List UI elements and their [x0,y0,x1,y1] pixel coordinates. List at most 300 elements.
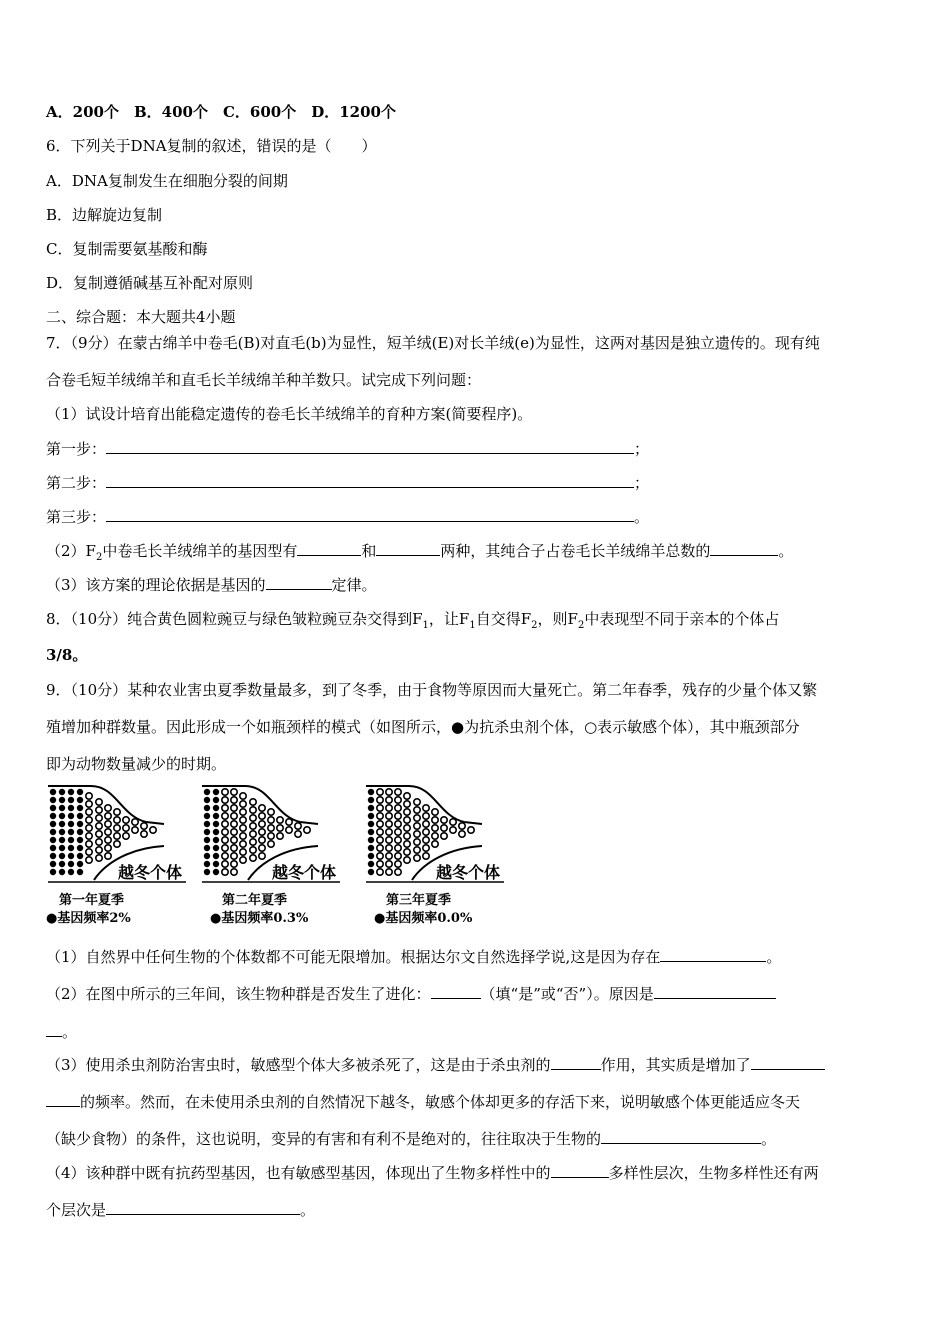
q8-sub-2b: 2 [577,620,585,631]
resistant-dot [77,869,83,875]
q7-part3 [46,574,377,595]
resistant-dot [77,821,83,827]
levels-blank[interactable] [106,1199,300,1215]
q9-part2 [46,983,776,1004]
sensitive-dot [395,853,401,859]
resistant-dot [68,845,74,851]
sensitive-dot [377,861,383,867]
q9-p4-period: 。 [300,1201,316,1219]
overwinter-label-1: 越冬个体 [118,863,183,882]
sensitive-dot [404,849,410,855]
sensitive-dot [222,869,228,875]
sensitive-dot [395,845,401,851]
sensitive-dot [295,831,301,837]
sensitive-dot [286,827,292,833]
sensitive-dot [222,853,228,859]
sensitive-dot [268,841,274,847]
sensitive-dot [114,809,120,815]
sensitive-dot [240,857,246,863]
step3-period: 。 [634,508,650,526]
resistant-dot [50,813,56,819]
q9-p4-text3: 个层次是 [46,1201,107,1219]
resistant-dot [204,789,210,795]
q7-p2-period: 。 [778,542,794,560]
resistant-dot [213,829,219,835]
q9-p2-period: 。 [62,1023,78,1041]
q7-p3-text: （3）该方案的理论依据是基因的 [46,576,266,594]
sensitive-dot [432,825,438,831]
q7-part2 [46,540,793,561]
sensitive-dot [222,797,228,803]
resistant-dot [77,845,83,851]
sensitive-dot [150,827,156,833]
bottleneck-figure-2 [200,782,350,926]
q8-sub-2a: 2 [531,620,538,631]
resistant-dot [59,845,65,851]
resistant-dot [68,869,74,875]
sensitive-dot [240,817,246,823]
sensitive-dot [395,813,401,819]
resistant-dot [59,789,65,795]
sensitive-dot [222,821,228,827]
sensitive-dot [231,813,237,819]
sensitive-dot [404,817,410,823]
sensitive-dot [395,837,401,843]
sensitive-dot [231,837,237,843]
resistant-dot [68,821,74,827]
sensitive-dot [395,789,401,795]
resistant-dot [204,869,210,875]
sensitive-dot [240,841,246,847]
sensitive-dot [259,837,265,843]
resistant-dot [59,853,65,859]
sensitive-dot [414,847,420,853]
resistant-dot [213,797,219,803]
sensitive-dot [414,799,420,805]
sensitive-dot [450,819,456,825]
resistant-dot [204,837,210,843]
resistant-dot [50,829,56,835]
resistant-dot [204,853,210,859]
sensitive-dot [386,853,392,859]
step3-blank[interactable] [106,506,634,522]
sensitive-dot [423,821,429,827]
q7-stem-line1: 7．（9分）在蒙古绵羊中卷毛(B)对直毛(b)为显性，短羊绒(E)对长羊绒(e)为显性，这两对基因是独立遗传的。现有纯 [46,334,820,352]
q9-part2-cont [46,1021,77,1042]
q8-text-b: ，让F [428,610,470,628]
sensitive-dot [105,821,111,827]
resistant-dot [213,805,219,811]
resistant-dot [213,861,219,867]
evolution-blank[interactable] [431,983,481,999]
sensitive-dot [96,839,102,845]
resistant-dot [213,837,219,843]
reason-blank[interactable] [654,983,776,999]
selection-blank[interactable] [551,1054,601,1070]
freq-label-2: ●基因频率0.3% [210,911,309,926]
sensitive-dot [86,801,92,807]
resistant-dot [204,861,210,867]
resistant-dot [50,861,56,867]
sensitive-dot [105,845,111,851]
q9-p2-text: （2）在图中所示的三年间，该生物种群是否发生了进化： [46,985,431,1003]
sensitive-dot [377,789,383,795]
sensitive-dot [250,815,256,821]
resistant-dot [68,829,74,835]
sensitive-dot [96,831,102,837]
q6-option-c: C．复制需要氨基酸和酶 [46,240,208,258]
q8-text-e: 中表现型不同于亲本的个体占 [584,610,780,628]
sensitive-dot [123,825,129,831]
diversity-blank[interactable] [551,1162,609,1178]
resistant-dot [68,861,74,867]
resistant-dot [204,845,210,851]
resistant-dot [68,813,74,819]
q9-part3-line3 [46,1128,776,1149]
resistant-dot [50,797,56,803]
sensitive-dot [432,809,438,815]
resistant-dot [204,797,210,803]
resistant-dot [50,845,56,851]
resistant-dot [204,813,210,819]
sensitive-dot [377,837,383,843]
resistant-dot [77,837,83,843]
sensitive-dot [240,793,246,799]
sensitive-dot [105,813,111,819]
q7-step2 [46,472,649,493]
sensitive-dot [414,823,420,829]
sensitive-dot [96,807,102,813]
sensitive-dot [386,837,392,843]
sensitive-dot [423,853,429,859]
q9-p4-text2: 多样性层次，生物多样性还有两 [608,1164,819,1182]
resistant-dot [50,789,56,795]
q7-p2-text: （2）F [46,542,96,560]
sensitive-dot [96,855,102,861]
sensitive-dot [423,813,429,819]
freq-label-3: ●基因频率0.0% [374,911,473,926]
bottleneck-figure-3 [364,782,514,926]
q6-option-d: D．复制遵循碱基互补配对原则 [46,274,254,292]
sensitive-dot [231,829,237,835]
frequency-blank-cont[interactable] [46,1091,80,1107]
step1-blank[interactable] [106,438,634,454]
resistant-dot [77,805,83,811]
frequency-blank[interactable] [751,1054,825,1070]
genotype-blank-1[interactable] [297,540,361,556]
resistant-dot [68,805,74,811]
sensitive-dot [441,833,447,839]
sensitive-dot [250,799,256,805]
step2-semicolon: ； [634,474,650,492]
sensitive-dot [222,861,228,867]
sensitive-dot [277,825,283,831]
resistant-dot [59,861,65,867]
q7-p2-sub: 2 [95,552,103,563]
resistant-dot [50,853,56,859]
sensitive-dot [250,847,256,853]
step2-label: 第二步： [46,474,107,492]
resistant-dot [59,829,65,835]
resistant-dot [50,821,56,827]
sensitive-dot [105,837,111,843]
sensitive-dot [295,823,301,829]
resistant-dot [50,837,56,843]
resistant-dot [77,813,83,819]
resistant-dot [368,837,374,843]
resistant-dot [368,813,374,819]
q9-p3-text: （3）使用杀虫剂防治害虫时，敏感型个体大多被杀死了，这是由于杀虫剂的 [46,1056,551,1074]
q7-step3 [46,506,649,527]
sensitive-dot [432,833,438,839]
sensitive-dot [141,823,147,829]
sensitive-dot [395,805,401,811]
q5-options: A．200个 B．400个 C．600个 D．1200个 [46,103,396,121]
q9-stem-line2: 殖增加种群数量。因此形成一个如瓶颈样的模式（如图所示，●为抗杀虫剂个体，○表示敏感个体），其中瓶颈部分 [46,718,800,736]
resistant-dot [59,813,65,819]
genotype-blank-2[interactable] [376,540,440,556]
q6-option-a: A．DNA复制发生在细胞分裂的间期 [46,172,288,190]
section-heading: 二、综合题：本大题共4小题 [46,308,236,326]
q6-stem: 6．下列关于DNA复制的叙述，错误的是（ ） [46,137,377,155]
ratio-blank[interactable] [710,540,778,556]
q9-p3-text4: （缺少食物）的条件，这也说明，变异的有害和有利不是绝对的，往往取决于生物的 [46,1130,602,1148]
sensitive-dot [423,829,429,835]
season-label-1: 第一年夏季 [59,893,125,908]
resistant-dot [368,789,374,795]
sensitive-dot [231,845,237,851]
q9-p3-text3: 的频率。然而，在未使用杀虫剂的自然情况下越冬，敏感个体却更多的存活下来，说明敏感个体更能适应冬天 [80,1093,801,1111]
sensitive-dot [250,855,256,861]
sensitive-dot [259,845,265,851]
sensitive-dot [386,861,392,867]
sensitive-dot [404,841,410,847]
sensitive-dot [222,789,228,795]
sensitive-dot [132,819,138,825]
sensitive-dot [377,813,383,819]
sensitive-dot [96,815,102,821]
sensitive-dot [395,861,401,867]
q9-part1 [46,946,781,967]
sensitive-dot [459,831,465,837]
q9-p1-blank[interactable] [660,946,766,962]
resistant-dot [204,805,210,811]
sensitive-dot [377,805,383,811]
q7-p2-text2: 中卷毛长羊绒绵羊的基因型有 [102,542,298,560]
sensitive-dot [250,839,256,845]
season-label-2: 第二年夏季 [222,893,288,908]
sensitive-dot [250,823,256,829]
sensitive-dot [259,829,265,835]
sensitive-dot [395,821,401,827]
resistant-dot [77,829,83,835]
q8-stem-line1 [46,609,779,629]
q9-p2-text2: （填“是”或“否”）。原因是 [480,985,654,1003]
step2-blank[interactable] [106,472,634,488]
sensitive-dot [259,821,265,827]
sensitive-dot [404,809,410,815]
sensitive-dot [114,817,120,823]
sensitive-dot [114,833,120,839]
resistant-dot [50,805,56,811]
sensitive-dot [386,869,392,875]
sensitive-dot [132,827,138,833]
sensitive-dot [222,829,228,835]
sensitive-dot [377,821,383,827]
sensitive-dot [240,809,246,815]
resistant-dot [213,813,219,819]
resistant-dot [50,869,56,875]
q8-stem-line2: 3/8。 [46,646,88,664]
step3-label: 第三步： [46,508,107,526]
sensitive-dot [414,831,420,837]
sensitive-dot [250,807,256,813]
sensitive-dot [105,829,111,835]
q9-p3-text2: 作用，其实质是增加了 [600,1056,751,1074]
q9-part3-line2 [46,1091,800,1112]
overwinter-label-2: 越冬个体 [272,863,337,882]
sensitive-dot [240,825,246,831]
resistant-dot [59,821,65,827]
sensitive-dot [114,825,120,831]
sensitive-dot [377,829,383,835]
sensitive-dot [231,869,237,875]
resistant-dot [368,861,374,867]
sensitive-dot [386,829,392,835]
resistant-dot [204,829,210,835]
resistant-dot [59,797,65,803]
sensitive-dot [268,817,274,823]
sensitive-dot [268,825,274,831]
sensitive-dot [450,827,456,833]
sensitive-dot [468,827,474,833]
sensitive-dot [395,797,401,803]
sensitive-dot [222,845,228,851]
sensitive-dot [240,801,246,807]
environment-blank[interactable] [601,1128,761,1144]
sensitive-dot [96,847,102,853]
sensitive-dot [404,833,410,839]
q9-part4-line1 [46,1162,819,1183]
q8-sub-1b: 1 [469,620,476,631]
sensitive-dot [459,823,465,829]
q9-p1-text: （1）自然界中任何生物的个体数都不可能无限增加。根据达尔文自然选择学说,这是因为存在 [46,948,661,966]
sensitive-dot [404,801,410,807]
sensitive-dot [377,797,383,803]
sensitive-dot [86,793,92,799]
sensitive-dot [423,805,429,811]
sensitive-dot [259,813,265,819]
sensitive-dot [231,861,237,867]
sensitive-dot [240,849,246,855]
q7-p2-and: 和 [361,542,377,560]
q9-p1-period: 。 [766,948,782,966]
sensitive-dot [432,841,438,847]
resistant-dot [368,853,374,859]
reason-blank-cont[interactable] [46,1021,62,1037]
q6-option-b: B．边解旋边复制 [46,206,163,224]
sensitive-dot [86,849,92,855]
sensitive-dot [423,837,429,843]
q7-stem-line2: 合卷毛短羊绒绵羊和直毛长羊绒绵羊种羊数只。试完成下列问题： [46,371,482,389]
resistant-dot [368,869,374,875]
sensitive-dot [386,813,392,819]
sensitive-dot [404,793,410,799]
sensitive-dot [86,825,92,831]
sensitive-dot [96,799,102,805]
sensitive-dot [231,797,237,803]
resistant-dot [204,821,210,827]
q8-text-c: 自交得F [475,610,532,628]
sensitive-dot [231,789,237,795]
sensitive-dot [386,821,392,827]
sensitive-dot [231,821,237,827]
sensitive-dot [395,869,401,875]
resistant-dot [68,797,74,803]
sensitive-dot [386,789,392,795]
resistant-dot [213,821,219,827]
sensitive-dot [259,805,265,811]
sensitive-dot [86,809,92,815]
sensitive-dot [286,819,292,825]
sensitive-dot [395,829,401,835]
q9-p3-period: 。 [761,1130,777,1148]
sensitive-dot [414,839,420,845]
resistant-dot [368,821,374,827]
sensitive-dot [277,833,283,839]
sensitive-dot [105,805,111,811]
q9-p4-text: （4）该种群中既有抗药型基因，也有敏感型基因，体现出了生物多样性中的 [46,1164,551,1182]
sensitive-dot [86,857,92,863]
resistant-dot [77,861,83,867]
sensitive-dot [441,825,447,831]
q8-text-a: 8．（10分）纯合黄色圆粒豌豆与绿色皱粒豌豆杂交得到F [46,610,423,628]
q7-p3-text2: 定律。 [331,576,377,594]
sensitive-dot [268,809,274,815]
sensitive-dot [386,797,392,803]
freq-label-1: ●基因频率2% [46,911,131,926]
sensitive-dot [386,805,392,811]
step1-label: 第一步： [46,440,107,458]
sensitive-dot [231,805,237,811]
law-blank[interactable] [266,574,332,590]
sensitive-dot [377,845,383,851]
sensitive-dot [414,815,420,821]
resistant-dot [68,837,74,843]
resistant-dot [59,805,65,811]
resistant-dot [368,797,374,803]
sensitive-dot [423,845,429,851]
q9-stem-line3: 即为动物数量减少的时期。 [46,755,227,773]
resistant-dot [77,789,83,795]
resistant-dot [213,789,219,795]
resistant-dot [77,853,83,859]
resistant-dot [59,837,65,843]
resistant-dot [213,853,219,859]
sensitive-dot [377,853,383,859]
resistant-dot [213,845,219,851]
sensitive-dot [86,841,92,847]
step1-semicolon: ； [634,440,650,458]
resistant-dot [68,789,74,795]
q7-step1 [46,438,649,459]
resistant-dot [59,869,65,875]
q9-stem-line1: 9．（10分）某种农业害虫夏季数量最多，到了冬季，由于食物等原因而大量死亡。第二年春季，残存的少量个体又繁 [46,681,818,699]
sensitive-dot [250,831,256,837]
sensitive-dot [222,813,228,819]
sensitive-dot [86,833,92,839]
resistant-dot [368,845,374,851]
